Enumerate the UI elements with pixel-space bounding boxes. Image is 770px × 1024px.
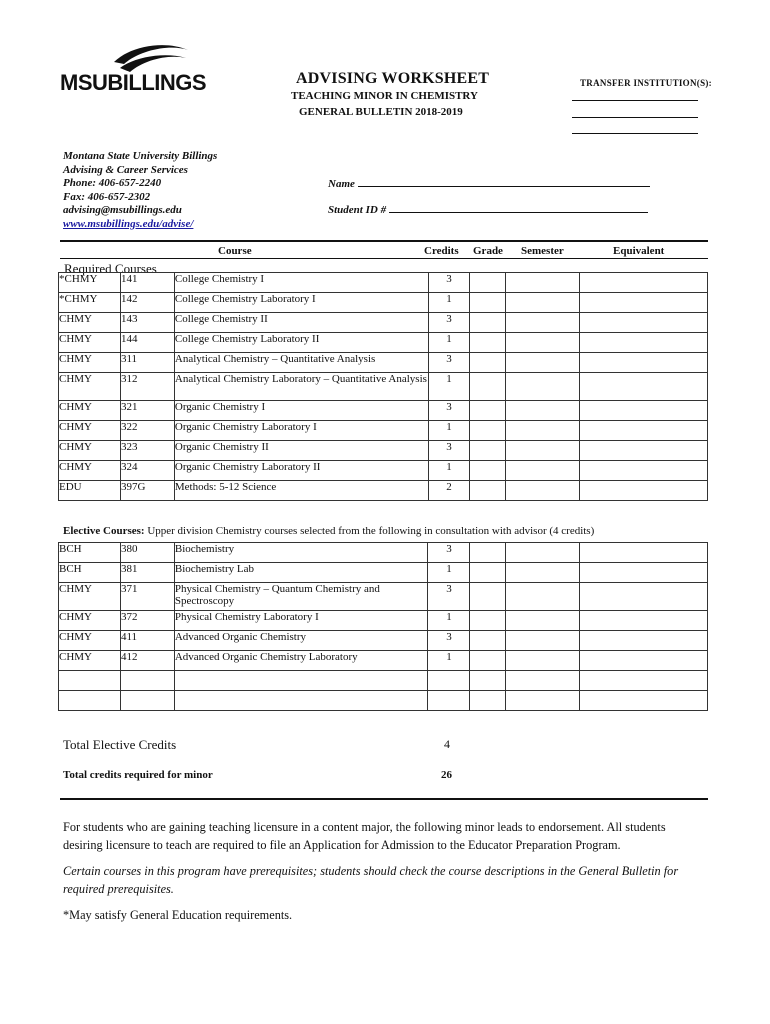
required-courses-heading: Required Courses [64, 261, 157, 276]
advise-website-link[interactable]: www.msubillings.edu/advise/ [63, 217, 194, 230]
prerequisites-note: Certain courses in this program have prerequisites; students should check the course descriptions in the General Bulletin for required prerequisites. [63, 864, 679, 896]
student-id-input-line[interactable] [389, 202, 648, 213]
semester-cell[interactable] [506, 631, 580, 651]
equivalent-cell[interactable] [580, 671, 708, 691]
header-rule-bottom [60, 258, 708, 259]
semester-cell[interactable] [506, 691, 580, 711]
course-title: Physical Chemistry Laboratory I [174, 611, 428, 631]
col-equivalent: Equivalent [613, 245, 665, 257]
course-title: Organic Chemistry II [174, 441, 428, 461]
semester-cell[interactable] [506, 441, 580, 461]
semester-cell[interactable] [506, 481, 580, 501]
grade-cell[interactable] [470, 583, 506, 611]
col-course: Course [218, 245, 252, 257]
col-credits: Credits [424, 245, 459, 257]
grade-cell[interactable] [470, 293, 506, 313]
grade-cell[interactable] [470, 421, 506, 441]
course-credits: 3 [428, 583, 470, 611]
name-label: Name [328, 178, 355, 190]
totals-rule [60, 798, 708, 800]
course-credits: 1 [428, 563, 470, 583]
equivalent-cell[interactable] [580, 461, 708, 481]
course-title: College Chemistry Laboratory II [174, 333, 428, 353]
course-number: 143 [120, 313, 174, 333]
course-row [59, 333, 708, 353]
transfer-institutions-label: TRANSFER INSTITUTION(S): [580, 78, 712, 88]
course-row [59, 631, 708, 651]
course-credits: 3 [428, 313, 470, 333]
course-title: College Chemistry II [174, 313, 428, 333]
course-title: College Chemistry I [174, 273, 428, 293]
semester-cell[interactable] [506, 313, 580, 333]
course-number: 412 [120, 651, 174, 671]
semester-cell[interactable] [506, 671, 580, 691]
transfer-institution-line-1[interactable] [572, 100, 698, 101]
course-row [59, 651, 708, 671]
transfer-institution-line-3[interactable] [572, 133, 698, 134]
total-minor-credits-value: 26 [441, 769, 452, 781]
grade-cell[interactable] [470, 631, 506, 651]
course-row [59, 273, 708, 293]
col-grade: Grade [473, 245, 503, 257]
course-credits: 3 [428, 273, 470, 293]
semester-cell[interactable] [506, 461, 580, 481]
grade-cell[interactable] [470, 691, 506, 711]
contact-fax: Fax: 406-657-2302 [63, 190, 151, 203]
course-credits [428, 671, 470, 691]
equivalent-cell[interactable] [580, 293, 708, 313]
equivalent-cell[interactable] [580, 631, 708, 651]
grade-cell[interactable] [470, 481, 506, 501]
course-number: 380 [120, 543, 174, 563]
licensure-note: For students who are gaining teaching licensure in a content major, the following minor leads to endorsement. All students desiring licensure to teach are required to file an Application for Admission to the Educator Preparation Program. [63, 820, 666, 852]
course-row [59, 421, 708, 441]
equivalent-cell[interactable] [580, 333, 708, 353]
course-credits: 1 [428, 293, 470, 313]
grade-cell[interactable] [470, 333, 506, 353]
equivalent-cell[interactable] [580, 583, 708, 611]
program-title: TEACHING MINOR IN CHEMISTRY [291, 90, 478, 102]
course-title: Physical Chemistry – Quantum Chemistry and Spectroscopy [174, 583, 428, 611]
course-row [59, 373, 708, 401]
course-dept: CHMY [59, 401, 121, 421]
grade-cell[interactable] [470, 543, 506, 563]
course-title: Advanced Organic Chemistry Laboratory [174, 651, 428, 671]
grade-cell[interactable] [470, 441, 506, 461]
course-row [59, 353, 708, 373]
equivalent-cell[interactable] [580, 273, 708, 293]
course-row [59, 313, 708, 333]
gen-ed-note: *May satisfy General Education requirements. [63, 908, 293, 922]
semester-cell[interactable] [506, 373, 580, 401]
course-dept: EDU [59, 481, 121, 501]
course-number: 397G [120, 481, 174, 501]
course-number: 142 [120, 293, 174, 313]
course-row [59, 293, 708, 313]
equivalent-cell[interactable] [580, 543, 708, 563]
contact-university: Montana State University Billings [63, 150, 218, 162]
course-row [59, 671, 708, 691]
course-title: Organic Chemistry Laboratory II [174, 461, 428, 481]
equivalent-cell[interactable] [580, 421, 708, 441]
course-number: 141 [120, 273, 174, 293]
course-dept: CHMY [59, 461, 121, 481]
col-semester: Semester [521, 245, 564, 257]
course-dept: CHMY [59, 333, 121, 353]
semester-cell[interactable] [506, 611, 580, 631]
course-title: College Chemistry Laboratory I [174, 293, 428, 313]
transfer-institution-line-2[interactable] [572, 117, 698, 118]
equivalent-cell[interactable] [580, 691, 708, 711]
course-title: Biochemistry [174, 543, 428, 563]
course-number: 144 [120, 333, 174, 353]
equivalent-cell[interactable] [580, 651, 708, 671]
elective-heading-label: Elective Courses: [63, 525, 145, 537]
course-number: 311 [120, 353, 174, 373]
grade-cell[interactable] [470, 671, 506, 691]
course-title: Analytical Chemistry Laboratory – Quantitative Analysis [174, 373, 428, 401]
course-row [59, 691, 708, 711]
grade-cell[interactable] [470, 373, 506, 401]
semester-cell[interactable] [506, 421, 580, 441]
course-dept: CHMY [59, 313, 121, 333]
total-minor-credits-label: Total credits required for minor [63, 769, 213, 781]
grade-cell[interactable] [470, 611, 506, 631]
equivalent-cell[interactable] [580, 611, 708, 631]
course-dept: CHMY [59, 421, 121, 441]
logo-text: MSUBILLINGS [60, 70, 207, 95]
elective-heading-text: Upper division Chemistry courses selected from the following in consultation with advisor (4 credits) [144, 525, 595, 537]
course-title [174, 691, 428, 711]
course-title: Methods: 5-12 Science [174, 481, 428, 501]
course-dept: BCH [59, 563, 121, 583]
grade-cell[interactable] [470, 273, 506, 293]
name-field[interactable] [328, 176, 650, 190]
course-dept: CHMY [59, 611, 121, 631]
grade-cell[interactable] [470, 651, 506, 671]
course-dept [59, 691, 121, 711]
semester-cell[interactable] [506, 651, 580, 671]
contact-phone: Phone: 406-657-2240 [63, 177, 162, 189]
course-number: 372 [120, 611, 174, 631]
elective-courses-table [58, 542, 708, 711]
course-number: 381 [120, 563, 174, 583]
course-dept: CHMY [59, 651, 121, 671]
total-elective-credits-value: 4 [444, 737, 450, 751]
equivalent-cell[interactable] [580, 563, 708, 583]
equivalent-cell[interactable] [580, 441, 708, 461]
semester-cell[interactable] [506, 543, 580, 563]
course-credits: 3 [428, 353, 470, 373]
grade-cell[interactable] [470, 401, 506, 421]
grade-cell[interactable] [470, 353, 506, 373]
course-credits: 1 [428, 373, 470, 401]
course-credits: 2 [428, 481, 470, 501]
course-dept: BCH [59, 543, 121, 563]
grade-cell[interactable] [470, 313, 506, 333]
equivalent-cell[interactable] [580, 401, 708, 421]
total-elective-credits-label: Total Elective Credits [63, 737, 177, 752]
name-input-line[interactable] [358, 176, 650, 187]
semester-cell[interactable] [506, 293, 580, 313]
course-credits: 1 [428, 333, 470, 353]
student-id-label: Student ID # [328, 204, 387, 216]
course-credits: 3 [428, 631, 470, 651]
page-title: ADVISING WORKSHEET [296, 70, 490, 87]
course-credits: 3 [428, 401, 470, 421]
semester-cell[interactable] [506, 583, 580, 611]
msu-billings-logo [60, 42, 215, 97]
course-number: 411 [120, 631, 174, 651]
course-dept: *CHMY [59, 273, 121, 293]
course-title: Organic Chemistry I [174, 401, 428, 421]
contact-block [63, 150, 217, 231]
required-courses-table [58, 272, 708, 501]
equivalent-cell[interactable] [580, 353, 708, 373]
course-row [59, 441, 708, 461]
course-row [59, 401, 708, 421]
course-row [59, 611, 708, 631]
student-id-field[interactable] [328, 202, 648, 216]
course-title: Analytical Chemistry – Quantitative Analysis [174, 353, 428, 373]
header-rule-top [60, 240, 708, 242]
course-credits [428, 691, 470, 711]
course-dept: CHMY [59, 373, 121, 401]
course-number [120, 691, 174, 711]
contact-office: Advising & Career Services [63, 163, 188, 176]
course-dept: CHMY [59, 353, 121, 373]
semester-cell[interactable] [506, 273, 580, 293]
course-dept: CHMY [59, 441, 121, 461]
course-credits: 3 [428, 543, 470, 563]
course-credits: 1 [428, 461, 470, 481]
course-number: 321 [120, 401, 174, 421]
semester-cell[interactable] [506, 563, 580, 583]
contact-email: advising@msubillings.edu [63, 204, 182, 216]
course-credits: 1 [428, 421, 470, 441]
course-number: 323 [120, 441, 174, 461]
course-number: 324 [120, 461, 174, 481]
course-number [120, 671, 174, 691]
course-title: Advanced Organic Chemistry [174, 631, 428, 651]
course-title: Biochemistry Lab [174, 563, 428, 583]
course-row [59, 461, 708, 481]
equivalent-cell[interactable] [580, 373, 708, 401]
semester-cell[interactable] [506, 353, 580, 373]
course-row [59, 543, 708, 563]
semester-cell[interactable] [506, 401, 580, 421]
grade-cell[interactable] [470, 563, 506, 583]
course-title: Organic Chemistry Laboratory I [174, 421, 428, 441]
semester-cell[interactable] [506, 333, 580, 353]
course-number: 371 [120, 583, 174, 611]
course-dept: *CHMY [59, 293, 121, 313]
course-credits: 3 [428, 441, 470, 461]
course-dept [59, 671, 121, 691]
course-credits: 1 [428, 651, 470, 671]
course-row [59, 481, 708, 501]
equivalent-cell[interactable] [580, 313, 708, 333]
course-row [59, 563, 708, 583]
course-number: 312 [120, 373, 174, 401]
equivalent-cell[interactable] [580, 481, 708, 501]
course-number: 322 [120, 421, 174, 441]
grade-cell[interactable] [470, 461, 506, 481]
course-dept: CHMY [59, 583, 121, 611]
bulletin-year: GENERAL BULLETIN 2018-2019 [299, 106, 463, 118]
elective-courses-heading [63, 525, 594, 537]
course-dept: CHMY [59, 631, 121, 651]
course-title [174, 671, 428, 691]
course-row [59, 583, 708, 611]
course-credits: 1 [428, 611, 470, 631]
